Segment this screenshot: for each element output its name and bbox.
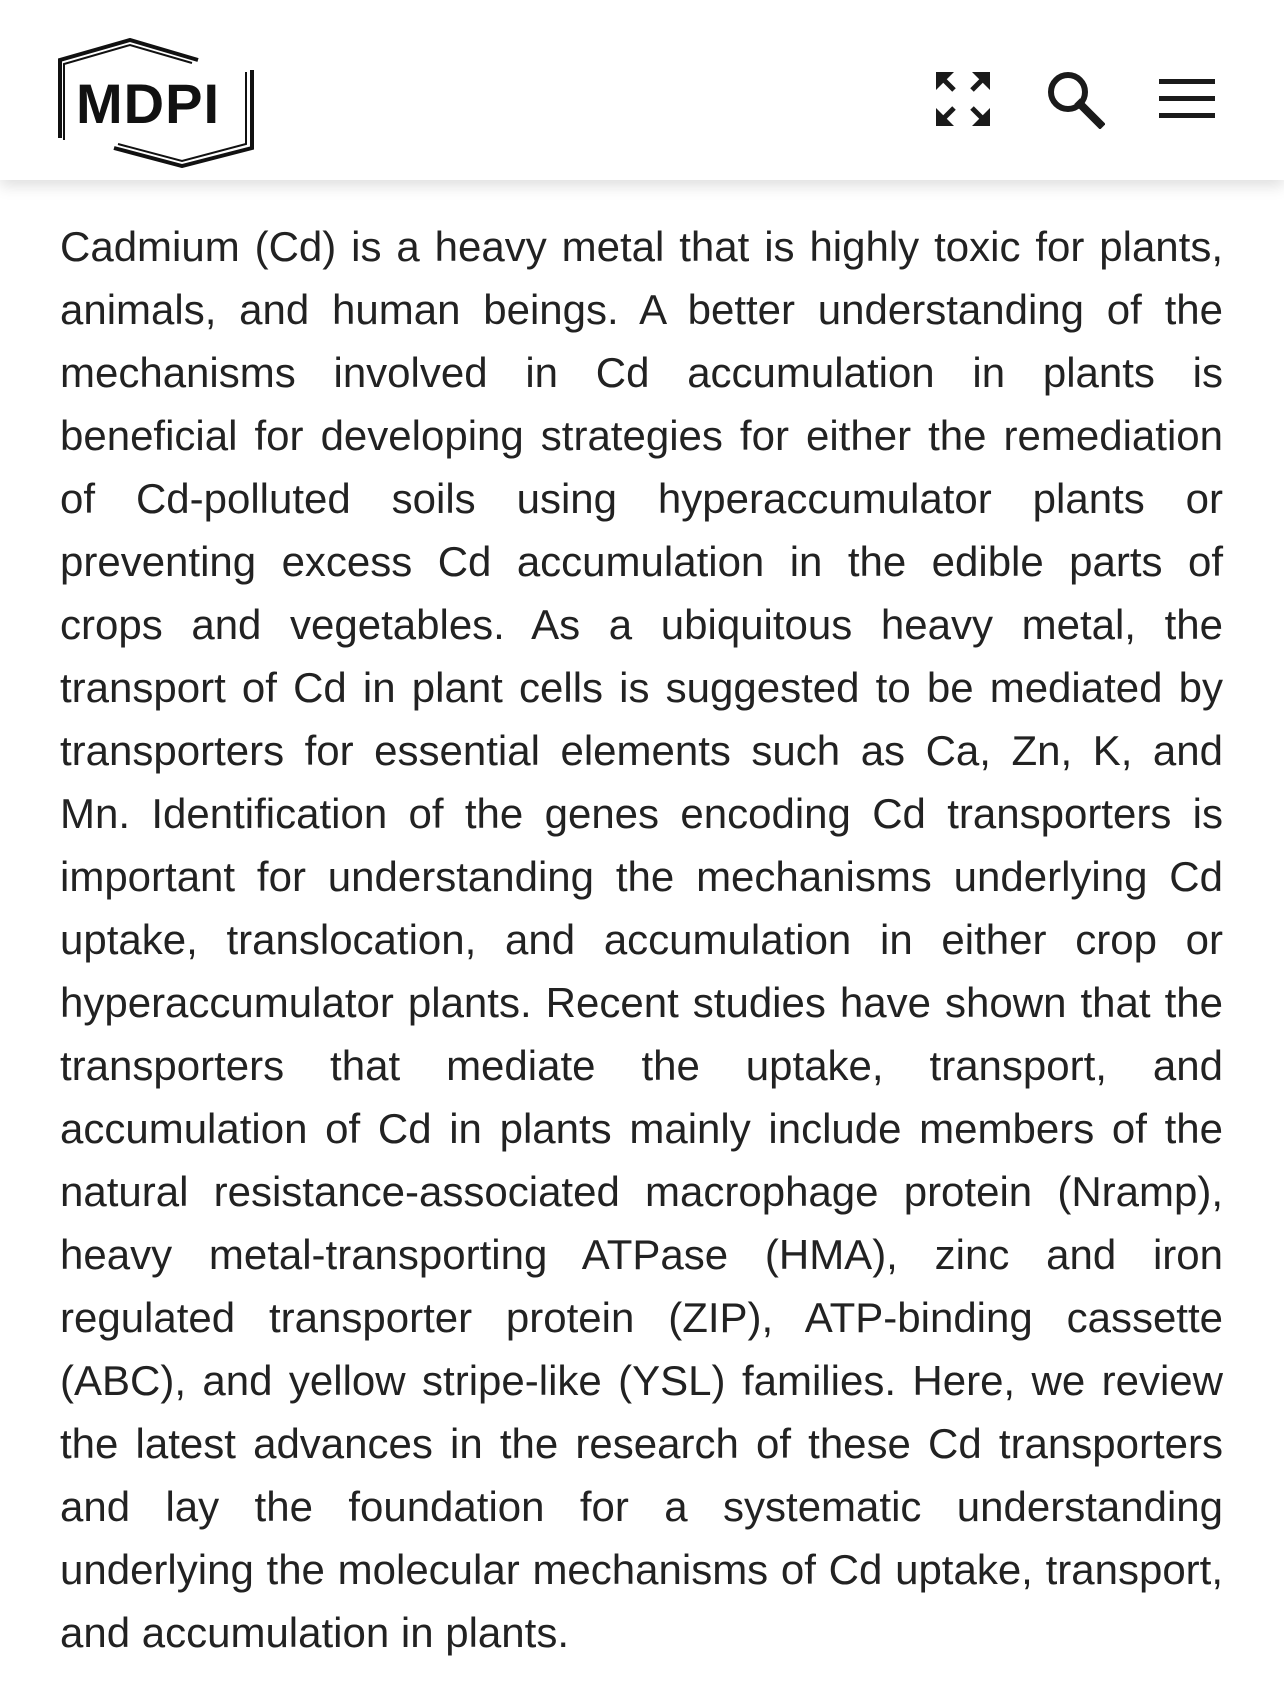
expand-icon[interactable] bbox=[928, 64, 998, 134]
search-icon[interactable] bbox=[1040, 64, 1110, 134]
article-abstract: Cadmium (Cd) is a heavy metal that is highly toxic for plants, animals, and human beings. A better understanding of the mechanisms involved in Cd accumulation in plants is beneficial for developing strategies for either the remediation of Cd-polluted soils using hyperaccumulator plants or preventing excess Cd accumulation in the edible parts of crops and vegetables. As a ubiquitous heavy metal, the transport of Cd in plant cells is suggested to be mediated by transporters for essential elements such as Ca, Zn, K, and Mn. Identification of the genes encoding Cd transporters is important for understanding the mechanisms underlying Cd uptake, translocation, and accumulation in either crop or hyperaccumulator plants. Recent studies have shown that the transporters that mediate the uptake, transport, and accumulation of Cd in plants mainly include members of the natural resistance-associated macrophage protein (Nramp), heavy metal-transporting ATPase (HMA), zinc and iron regulated transporter protein (ZIP), ATP-binding cassette (ABC), and yellow stripe-like (YSL) families. Here, we review the latest advances in the research of these Cd transporters and lay the foundation for a systematic understanding underlying the molecular mechanisms of Cd uptake, transport, and accumulation in plants. bbox=[60, 223, 1223, 1656]
logo-wordmark: MDPI bbox=[76, 72, 220, 135]
mdpi-logo[interactable] bbox=[58, 38, 254, 168]
site-header bbox=[0, 0, 1284, 180]
menu-icon[interactable] bbox=[1152, 64, 1222, 134]
